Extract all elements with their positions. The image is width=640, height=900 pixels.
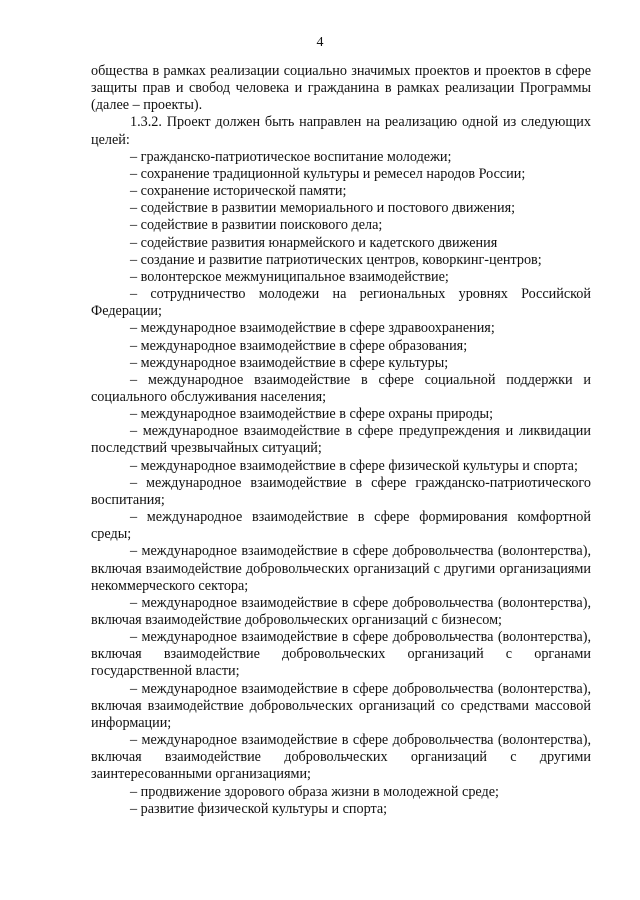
goal-item: – развитие физической культуры и спорта; <box>130 800 388 817</box>
goal-item: – международное взаимодействие в сфере гражданско-патриотического воспитания; <box>91 474 591 508</box>
goal-item: – международное взаимодействие в сфере добровольчества (волонтерства), включая взаимодействие добровольческих организаций с другими организациями некоммерческого сектора; <box>91 543 591 594</box>
goal-item: – создание и развитие патриотических центров, коворкинг-центров; <box>130 251 542 268</box>
goal-item: – международное взаимодействие в сфере добровольчества (волонтерства), включая взаимодействие добровольческих организаций с органами государственной власти; <box>91 629 591 680</box>
goal-item: – международное взаимодействие в сфере социальной поддержки и социального обслуживания населения; <box>91 371 591 405</box>
goal-item: – сохранение традиционной культуры и ремесел народов России; <box>130 165 526 182</box>
goal-item: – содействие в развитии поискового дела; <box>130 217 383 234</box>
goal-item: – международное взаимодействие в сфере добровольчества (волонтерства), включая взаимодействие добровольческих организаций со средствами массовой информации; <box>91 680 591 731</box>
goal-item: – содействие в развитии мемориального и постового движения; <box>130 200 516 217</box>
goal-item: – международное взаимодействие в сфере культуры; <box>130 354 449 371</box>
goal-item: – международное взаимодействие в сфере добровольчества (волонтерства), включая взаимодействие добровольческих организаций с другими заинтересованными организациями; <box>91 732 591 783</box>
goal-item: – волонтерское межмуниципальное взаимодействие; <box>130 268 449 285</box>
goal-item: – сохранение исторической памяти; <box>130 183 347 200</box>
goal-item: – гражданско-патриотическое воспитание молодежи; <box>130 148 452 165</box>
clause-1-3-2: 1.3.2. Проект должен быть направлен на реализацию одной из следующих целей: <box>91 114 591 148</box>
document-body <box>91 63 591 818</box>
page-number: 4 <box>316 35 324 50</box>
goal-item: – продвижение здорового образа жизни в молодежной среде; <box>130 783 499 800</box>
goal-item: – международное взаимодействие в сфере предупреждения и ликвидации последствий чрезвычайных ситуаций; <box>91 423 591 457</box>
goal-item: – содействие развития юнармейского и кадетского движения <box>130 234 498 251</box>
goal-item: – международное взаимодействие в сфере формирования комфортной среды; <box>91 509 591 543</box>
goals-list <box>91 149 591 818</box>
goal-item: – международное взаимодействие в сфере охраны природы; <box>130 406 494 423</box>
goal-item: – международное взаимодействие в сфере здравоохранения; <box>130 320 495 337</box>
goal-item: – международное взаимодействие в сфере образования; <box>130 337 468 354</box>
continuation-paragraph: общества в рамках реализации социально значимых проектов и проектов в сфере защиты прав и свобод человека и гражданина в рамках реализации Программы (далее – проекты). <box>91 63 591 114</box>
goal-item: – сотрудничество молодежи на региональных уровнях Российской Федерации; <box>91 286 591 320</box>
goal-item: – международное взаимодействие в сфере добровольчества (волонтерства), включая взаимодействие добровольческих организаций с бизнесом; <box>91 594 591 628</box>
goal-item: – международное взаимодействие в сфере физической культуры и спорта; <box>130 457 578 474</box>
